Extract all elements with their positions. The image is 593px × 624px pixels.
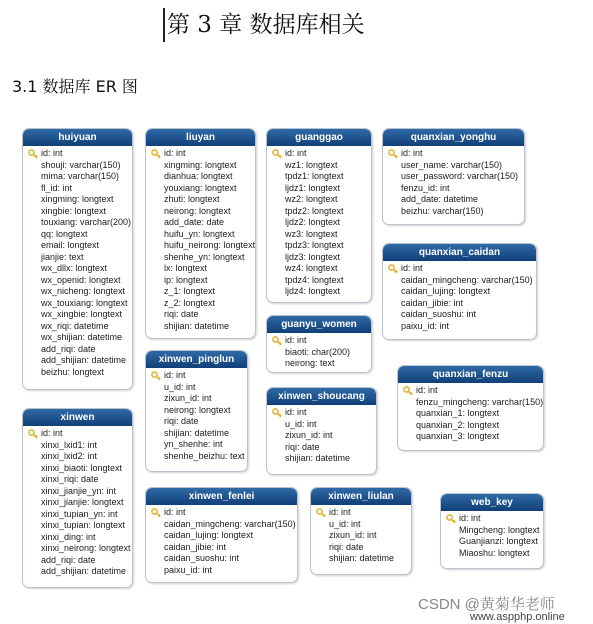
attribute-text: user_password: varchar(150) [401,171,519,181]
attribute-text: ljdz4: longtext [285,286,341,296]
attribute [150,393,243,405]
attribute-text: add_riqi: date [41,343,96,354]
attribute [402,420,539,432]
attribute [402,431,539,443]
primary-key-attribute [150,507,293,519]
attribute-text: shenhe_yn: longtext [164,251,245,262]
attribute [27,566,128,578]
attribute [27,486,128,498]
attribute-text: zixun_id: int [285,430,333,440]
attribute [271,240,367,252]
entity-xinwen-liulan [310,487,412,575]
attribute-text: huifu_yn: longtext [164,228,235,239]
attribute [315,553,407,565]
attribute [150,183,251,195]
attribute-text: xingbie: longtext [41,205,107,216]
attribute [402,408,539,420]
attribute [271,229,367,241]
entity-header: web_key [441,494,543,511]
attribute [150,405,243,417]
attribute-text: xinxi_riqi: date [41,474,99,484]
attribute-text: u_id: int [329,518,361,529]
attribute-text: id: int [459,513,481,523]
attribute [271,419,372,431]
attribute-text: u_id: int [285,418,317,429]
attribute [27,194,128,206]
attribute-text: shenhe_beizhu: text [164,450,245,461]
attribute [27,355,128,367]
entity-xinwen-shoucang [266,387,377,475]
primary-key-attribute [271,148,367,160]
key-icon [151,371,161,381]
attribute-text: xinxi_ding: int [41,531,96,542]
attribute [27,543,131,555]
attribute-text: xinxi_jianjie_yn: int [41,485,117,496]
attribute-list [23,146,132,381]
attribute-text: Miaoshu: longtext [459,547,530,558]
attribute-text: id: int [285,407,307,417]
attribute [271,275,367,287]
attribute [27,275,128,287]
attribute [271,263,367,275]
entity-header: xinwen [23,409,132,426]
attribute-text: paixu_id: int [401,320,450,331]
attribute [387,183,520,195]
primary-key-attribute [387,263,532,275]
attribute-text: riqi: date [285,441,320,452]
attribute-list [146,368,247,465]
attribute-text: quanxian_2: longtext [416,419,500,430]
attribute [150,518,296,531]
attribute-list [267,146,371,301]
attribute-list [146,505,297,579]
attribute-text: caidan_lujing: longtext [164,530,254,540]
attribute [27,332,128,344]
entity-header: quanxian_fenzu [398,366,543,383]
attribute [150,416,243,428]
attribute-text: wz3: longtext [285,228,338,239]
attribute-text: fenzu_id: int [401,182,450,193]
key-icon [151,149,161,159]
attribute-text: beizhu: varchar(150) [401,205,484,216]
attribute [387,194,520,206]
attribute-text: touxiang: varchar(200) [41,217,132,227]
attribute [27,160,128,172]
attribute [271,160,367,172]
key-icon [316,508,326,518]
entity-quanxian-caidan [382,243,537,340]
attribute-list [146,146,255,335]
attribute [27,532,128,544]
attribute [27,474,128,486]
attribute-text: neirong: text [285,358,335,368]
attribute-text: wx_touxiang: longtext [41,297,128,308]
entity-header: xinwen_fenlei [146,488,297,505]
attribute-text: xingming: longtext [41,194,114,204]
attribute [27,555,128,567]
attribute [150,275,251,287]
attribute [27,509,128,521]
attribute-text: id: int [285,335,307,345]
attribute [387,309,532,321]
attribute-text: Guanjianzi: longtext [459,536,539,546]
attribute-text: z_2: longtext [164,297,216,308]
attribute [315,519,407,531]
attribute [150,309,251,321]
attribute-text: wz2: longtext [285,194,338,204]
attribute-text: huifu_neirong: longtext [164,240,256,250]
primary-key-attribute [150,370,243,382]
attribute [271,347,367,359]
attribute-list [311,505,411,568]
attribute [150,217,251,229]
entity-header: xinwen_liulan [311,488,411,505]
attribute-text: xinxi_tupian_yn: int [41,508,118,519]
attribute-text: tpdz2: longtext [285,205,344,216]
attribute-text: xingming: longtext [164,159,237,170]
attribute-text: quanxian_1: longtext [416,408,500,418]
key-icon [28,429,38,439]
attribute [27,183,128,195]
attribute-text: ljdz3: longtext [285,251,341,262]
entity-xinwen-pinglun [145,350,248,472]
attribute [150,542,293,554]
attribute [27,171,128,183]
attribute-text: caidan_lujing: longtext [401,286,491,296]
entity-quanxian-fenzu [397,365,544,451]
attribute-text: youxiang: longtext [164,182,237,193]
attribute-text: riqi: date [164,309,199,319]
attribute-text: dianhua: longtext [164,171,233,181]
attribute [387,321,532,333]
attribute [27,240,128,252]
attribute [27,440,128,452]
attribute-text: zhuti: longtext [164,194,220,204]
attribute [445,525,539,537]
primary-key-attribute [315,507,407,519]
entity-header: xinwen_shoucang [267,388,376,405]
attribute-text: riqi: date [329,541,364,552]
attribute [387,286,532,298]
attribute-text: xinxi_lxid2: int [41,451,98,461]
key-icon [403,386,413,396]
attribute-text: u_id: int [164,381,196,392]
attribute [27,520,128,532]
primary-key-attribute [387,148,520,160]
attribute [271,430,372,442]
attribute [27,206,128,218]
entity-quanxian-yonghu [382,128,525,225]
attribute-text: wz4: longtext [285,263,338,273]
key-icon [28,149,38,159]
attribute-text: user_name: varchar(150) [401,159,503,170]
attribute [315,542,407,554]
attribute-list [383,146,524,220]
attribute [387,160,520,172]
attribute-text: xinxi_jianjie: longtext [41,497,124,507]
attribute-text: zixun_id: int [329,530,377,540]
attribute [271,358,367,370]
key-icon [272,149,282,159]
attribute-text: caidan_jibie: int [164,541,227,552]
attribute-text: add_date: date [164,217,225,227]
entity-guanggao [266,128,372,303]
attribute [150,321,251,333]
attribute [271,171,367,183]
attribute-text: id: int [401,263,423,273]
attribute [27,463,128,475]
attribute [27,252,128,264]
attribute [150,206,251,218]
attribute-text: quanxian_3: longtext [416,431,500,441]
attribute-text: id: int [164,370,186,380]
attribute [27,217,132,229]
key-icon [388,264,398,274]
attribute-text: shouji: varchar(150) [41,159,121,170]
attribute [150,298,251,310]
key-icon [272,336,282,346]
attribute-text: yn_shenhe: int [164,439,223,449]
entity-header: quanxian_yonghu [383,129,524,146]
attribute-list [267,405,376,468]
attribute-text: biaoti: char(200) [285,346,351,357]
attribute-text: wx_riqi: datetime [41,320,109,331]
key-icon [272,408,282,418]
attribute-text: caidan_suoshu: int [401,309,477,319]
attribute [150,194,251,206]
attribute-text: wx_nicheng: longtext [41,286,126,296]
entity-header: huiyuan [23,129,132,146]
attribute-text: add_date: datetime [401,194,479,204]
attribute-text: add_shijian: datetime [41,355,127,365]
attribute [271,217,367,229]
primary-key-attribute [402,385,539,397]
attribute-text: riqi: date [164,416,199,426]
attribute-list [441,511,543,562]
attribute [27,344,128,356]
attribute-text: mima: varchar(150) [41,171,120,181]
attribute-text: ip: longtext [164,274,208,285]
entity-liuyan [145,128,256,339]
attribute-text: jianjie: text [41,251,84,262]
attribute [387,298,532,310]
attribute-text: xinxi_lxid1: int [41,439,98,450]
entity-xinwen [22,408,133,588]
site-watermark: www.aspphp.online [470,611,565,623]
primary-key-attribute [445,513,539,525]
attribute-text: id: int [41,428,63,438]
attribute [150,240,256,252]
attribute-text: fl_id: int [41,182,73,193]
attribute [271,442,372,454]
attribute-text: caidan_mingcheng: varchar(150) [401,274,533,285]
attribute-list [383,261,536,335]
attribute-text: tpdz3: longtext [285,240,344,250]
entity-web-key [440,493,544,569]
attribute-text: neirong: longtext [164,205,231,216]
attribute-text: tpdz1: longtext [285,171,344,181]
attribute-text: caidan_jibie: int [401,297,464,308]
primary-key-attribute [150,148,251,160]
attribute [445,548,539,560]
key-icon [446,514,456,524]
attribute [271,453,372,465]
attribute-text: id: int [164,507,186,517]
attribute [27,367,128,379]
attribute [27,263,128,275]
attribute [445,536,539,548]
entity-guanyu-women [266,315,372,373]
attribute-text: id: int [164,148,186,158]
attribute-text: shijian: datetime [164,427,230,438]
attribute-text: add_riqi: date [41,554,96,565]
attribute-text: tpdz4: longtext [285,274,344,285]
entity-header: liuyan [146,129,255,146]
attribute [27,298,128,310]
attribute [150,451,243,463]
attribute [150,160,251,172]
attribute [387,275,532,287]
attribute-list [23,426,132,581]
attribute-text: lx: longtext [164,263,208,273]
attribute [387,206,520,218]
attribute [150,439,243,451]
section-title: 3.1 数据库 ER 图 [12,77,138,96]
attribute-text: wx_dllx: longtext [41,263,108,273]
attribute [387,171,520,183]
attribute-text: wx_openid: longtext [41,274,121,285]
attribute [27,286,128,298]
primary-key-attribute [271,335,367,347]
attribute-text: fenzu_mingcheng: varchar(150) [416,396,544,407]
primary-key-attribute [27,148,128,160]
attribute [150,171,251,183]
attribute-text: wx_xingbie: longtext [41,309,123,319]
attribute [150,286,251,298]
attribute [271,183,367,195]
attribute-text: z_1: longtext [164,286,216,296]
entity-header: guanggao [267,129,371,146]
attribute [150,229,251,241]
attribute [27,309,128,321]
attribute [150,263,251,275]
attribute-text: id: int [41,148,63,158]
attribute-text: add_shijian: datetime [41,566,127,576]
attribute [27,229,128,241]
attribute-text: id: int [416,385,438,395]
attribute-text: caidan_mingcheng: varchar(150) [164,518,296,529]
attribute-text: zixun_id: int [164,393,212,403]
attribute [271,206,367,218]
entity-xinwen-fenlei [145,487,298,583]
attribute-text: caidan_suoshu: int [164,553,240,563]
primary-key-attribute [271,407,372,419]
key-icon [388,149,398,159]
attribute-text: qq: longtext [41,228,88,239]
attribute-text: xinxi_neirong: longtext [41,543,131,553]
attribute-text: shijian: datetime [329,553,395,563]
attribute [271,286,367,298]
attribute-text: neirong: longtext [164,404,231,415]
attribute-list [267,333,371,373]
csdn-watermark: CSDN @黄菊华老师 [418,596,555,613]
attribute [271,252,367,264]
attribute-text: id: int [285,148,307,158]
attribute [27,321,128,333]
attribute-text: email: longtext [41,240,100,250]
attribute-text: wx_shijian: datetime [41,332,123,342]
entity-header: quanxian_caidan [383,244,536,261]
attribute [150,565,293,577]
attribute-text: id: int [329,507,351,517]
attribute-text: xinxi_biaoti: longtext [41,462,123,473]
entity-header: xinwen_pinglun [146,351,247,368]
attribute [27,497,128,509]
primary-key-attribute [27,428,128,440]
attribute-text: xinxi_tupian: longtext [41,520,126,530]
attribute [27,451,128,463]
attribute-text: id: int [401,148,423,158]
attribute-text: shijian: datetime [285,453,351,463]
attribute-text: paixu_id: int [164,564,213,575]
key-icon [151,508,161,518]
attribute [150,428,243,440]
attribute [402,396,544,409]
attribute [150,382,243,394]
attribute-text: ljdz1: longtext [285,182,341,193]
attribute-text: ljdz2: longtext [285,217,341,227]
attribute-text: Mingcheng: longtext [459,524,540,535]
attribute-text: wz1: longtext [285,159,338,170]
attribute [150,252,251,264]
attribute [150,553,293,565]
attribute [315,530,407,542]
attribute-text: beizhu: longtext [41,366,105,377]
attribute-text: shijian: datetime [164,320,230,331]
entity-header: guanyu_women [267,316,371,333]
attribute-list [398,383,543,446]
attribute [150,530,293,542]
entity-huiyuan [22,128,133,390]
attribute [271,194,367,206]
chapter-title: 第 3 章 数据库相关 [163,8,365,42]
